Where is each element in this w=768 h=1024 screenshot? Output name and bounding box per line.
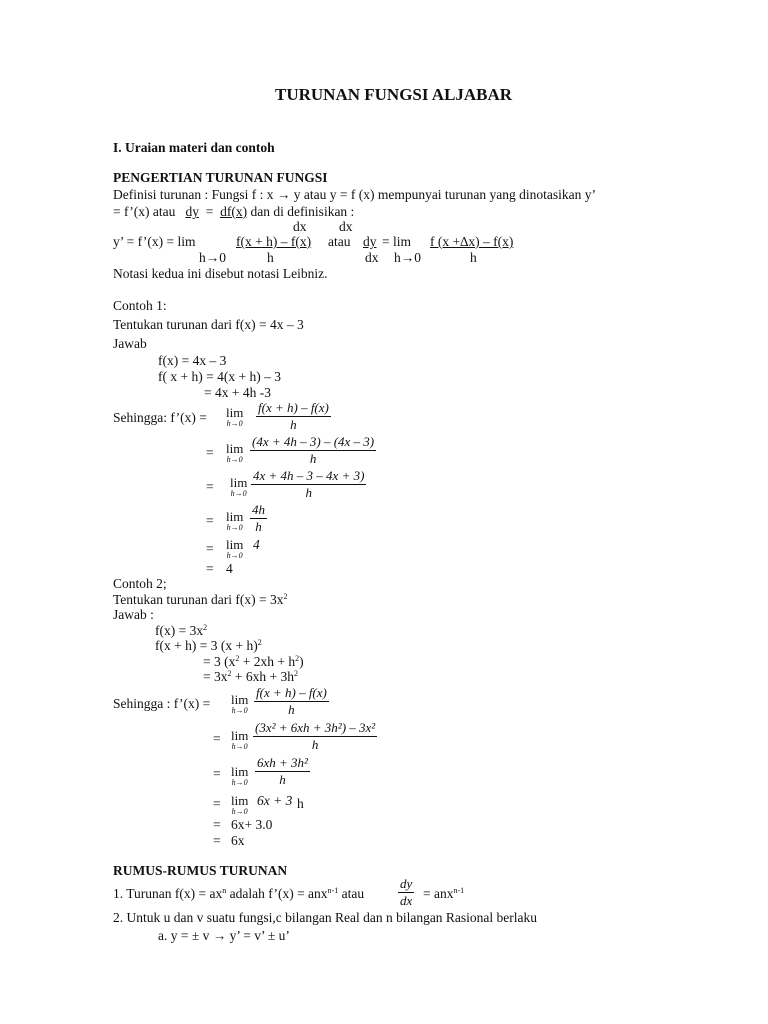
rumus-text: adalah f’(x) = anx — [226, 886, 328, 901]
limit-operator — [226, 538, 243, 560]
leibniz-dx: dx — [365, 250, 379, 265]
dfx-numerator: df(x) — [220, 204, 248, 219]
equals: = — [206, 561, 214, 576]
pengertian-heading: PENGERTIAN TURUNAN FUNGSI — [113, 170, 328, 185]
definition-prefix: = f’(x) atau — [113, 204, 176, 219]
example-2-step-2 — [155, 639, 262, 653]
example-1-step-3: = 4x + 4h -3 — [204, 385, 271, 400]
step-text: + 6xh + 3h — [231, 669, 294, 684]
example-2-lim-expr: 6x + 3 — [257, 793, 293, 808]
step-text: = 3x — [203, 669, 228, 684]
page-title: TURUNAN FUNGSI ALJABAR — [275, 85, 513, 104]
fraction — [251, 469, 366, 499]
limit-operator — [230, 476, 247, 498]
equals: = — [213, 766, 221, 781]
denominator: h — [255, 519, 262, 534]
lim-text: lim — [231, 793, 249, 808]
example-2-step-1 — [155, 624, 207, 638]
equals: = — [206, 445, 214, 460]
fraction — [250, 503, 267, 533]
example-2-jawab: Jawab : — [113, 607, 154, 622]
denominator: h — [288, 702, 295, 717]
example-1-step-2: f( x + h) = 4(x + h) – 3 — [158, 369, 281, 384]
atau-label: atau — [328, 234, 351, 249]
limit-operator — [226, 510, 243, 532]
denominator: h — [279, 772, 286, 787]
limit-subscript-1: h→0 — [199, 250, 226, 265]
limit-operator — [226, 442, 243, 464]
denominator: h — [309, 451, 317, 466]
rumus-text: = anx — [423, 886, 454, 901]
example-1-step-1: f(x) = 4x – 3 — [158, 353, 227, 368]
example-2-step-4 — [203, 670, 298, 684]
fraction — [250, 435, 376, 465]
lim-subscript: h→0 — [226, 523, 243, 532]
lim-label-2: = lim — [382, 234, 411, 249]
superscript: 2 — [227, 669, 232, 678]
equals: = — [213, 817, 221, 832]
lim-subscript: h→0 — [226, 455, 243, 464]
leibniz-dy: dy — [363, 234, 377, 249]
superscript: n-1 — [453, 886, 465, 895]
example-2-result-2: 6x — [231, 833, 245, 848]
limit-operator — [231, 729, 248, 751]
step-text: + 2xh + h — [239, 654, 296, 669]
rumus-1-rhs — [423, 887, 464, 901]
definition-numerator-1: f(x + h) – f(x) — [236, 234, 312, 249]
equals: = — [206, 479, 214, 494]
lim-subscript: h→0 — [226, 419, 243, 428]
limit-operator — [231, 794, 248, 816]
dx-denominator-2: dx — [339, 219, 353, 234]
equals: = — [213, 731, 221, 746]
example-2-sehingga: Sehingga : f’(x) = — [113, 696, 211, 711]
lim-subscript: h→0 — [231, 706, 248, 715]
denominator: dx — [400, 893, 413, 908]
superscript: 2 — [235, 654, 240, 663]
rumus-text: 1. Turunan f(x) = ax — [113, 886, 223, 901]
numerator: (4x + 4h – 3) – (4x – 3) — [252, 434, 375, 449]
denominator: h — [305, 485, 312, 500]
lim-subscript: h→0 — [231, 807, 248, 816]
lim-subscript: h→0 — [230, 489, 247, 498]
superscript: 2 — [295, 654, 300, 663]
step-text: ) — [299, 654, 304, 669]
example-1-result-lim: 4 — [253, 537, 260, 552]
step-text: = 3 (x — [203, 654, 236, 669]
lim-text: lim — [226, 441, 244, 456]
rumus-2: 2. Untuk u dan v suatu fungsi,c bilangan Real dan n bilangan Rasional berlaku — [113, 910, 538, 925]
lim-text: lim — [226, 509, 244, 524]
superscript: n — [222, 886, 227, 895]
denominator: h — [311, 737, 319, 752]
fraction — [255, 756, 310, 786]
lim-text: lim — [230, 475, 248, 490]
example-2-lim-h: h — [297, 796, 304, 811]
rumus-1 — [113, 887, 364, 901]
numerator: f(x + h) – f(x) — [256, 685, 327, 700]
definition-denominator-1: h — [267, 250, 274, 265]
definition-line-2 — [113, 205, 354, 219]
lim-text: lim — [231, 692, 249, 707]
rumus-a: a. y = ± v → y’ = v’ ± u’ — [158, 928, 290, 943]
superscript: 2 — [203, 623, 208, 632]
example-2-result-1: 6x+ 3.0 — [231, 817, 273, 832]
numerator: 4h — [252, 502, 265, 517]
numerator: 6xh + 3h² — [257, 755, 308, 770]
task-text: Tentukan turunan dari f(x) = 3x — [113, 592, 284, 607]
limit-operator — [231, 693, 248, 715]
lim-subscript: h→0 — [231, 742, 248, 751]
example-1-sehingga: Sehingga: f’(x) = — [113, 410, 207, 425]
limit-operator — [226, 406, 243, 428]
example-1-jawab: Jawab — [113, 336, 147, 351]
step-text: f(x) = 3x — [155, 623, 204, 638]
rumus-text: atau — [338, 886, 365, 901]
step-text: f(x + h) = 3 (x + h) — [155, 638, 258, 653]
lim-subscript: h→0 — [231, 778, 248, 787]
definition-suffix: dan di definisikan : — [250, 204, 355, 219]
example-2-label: Contoh 2; — [113, 576, 167, 591]
superscript: n-1 — [327, 886, 339, 895]
equals: = — [213, 833, 221, 848]
superscript: 2 — [283, 592, 288, 601]
definition-formula-lhs: y’ = f’(x) = lim — [113, 234, 196, 249]
fraction — [254, 686, 329, 716]
denominator: h — [290, 417, 297, 432]
superscript: 2 — [257, 638, 262, 647]
equals: = — [213, 796, 221, 811]
numerator: dy — [400, 876, 413, 891]
section-heading: I. Uraian materi dan contoh — [113, 140, 275, 155]
dy-dx-fraction — [398, 877, 414, 907]
fraction — [256, 401, 331, 431]
rumus-heading: RUMUS-RUMUS TURUNAN — [113, 863, 288, 878]
limit-subscript-2: h→0 — [394, 250, 421, 265]
numerator: 4x + 4h – 3 – 4x + 3) — [253, 468, 365, 483]
lim-text: lim — [226, 537, 244, 552]
numerator: (3x² + 6xh + 3h²) – 3x² — [255, 720, 376, 735]
leibniz-note: Notasi kedua ini disebut notasi Leibniz. — [113, 266, 328, 281]
definition-denominator-2: h — [470, 250, 477, 265]
example-1-task: Tentukan turunan dari f(x) = 4x – 3 — [113, 317, 304, 332]
lim-text: lim — [231, 764, 249, 779]
example-2-step-3 — [203, 655, 304, 669]
equals: = — [206, 541, 214, 556]
dx-denominator-1: dx — [293, 219, 307, 234]
numerator: f(x + h) – f(x) — [258, 400, 329, 415]
dy-numerator: dy — [185, 204, 199, 219]
lim-text: lim — [231, 728, 249, 743]
example-1-label: Contoh 1: — [113, 298, 167, 313]
superscript: 2 — [293, 669, 298, 678]
equals: = — [205, 204, 214, 219]
equals: = — [206, 513, 214, 528]
example-1-result: 4 — [226, 561, 233, 576]
lim-text: lim — [226, 405, 244, 420]
definition-numerator-2: f (x +∆x) – f(x) — [430, 234, 514, 249]
definition-line-1: Definisi turunan : Fungsi f : x → y atau y = f (x) mempunyai turunan yang dinotasikan y’ — [113, 187, 597, 202]
limit-operator — [231, 765, 248, 787]
lim-subscript: h→0 — [226, 551, 243, 560]
example-2-task — [113, 593, 288, 607]
fraction — [253, 721, 377, 751]
